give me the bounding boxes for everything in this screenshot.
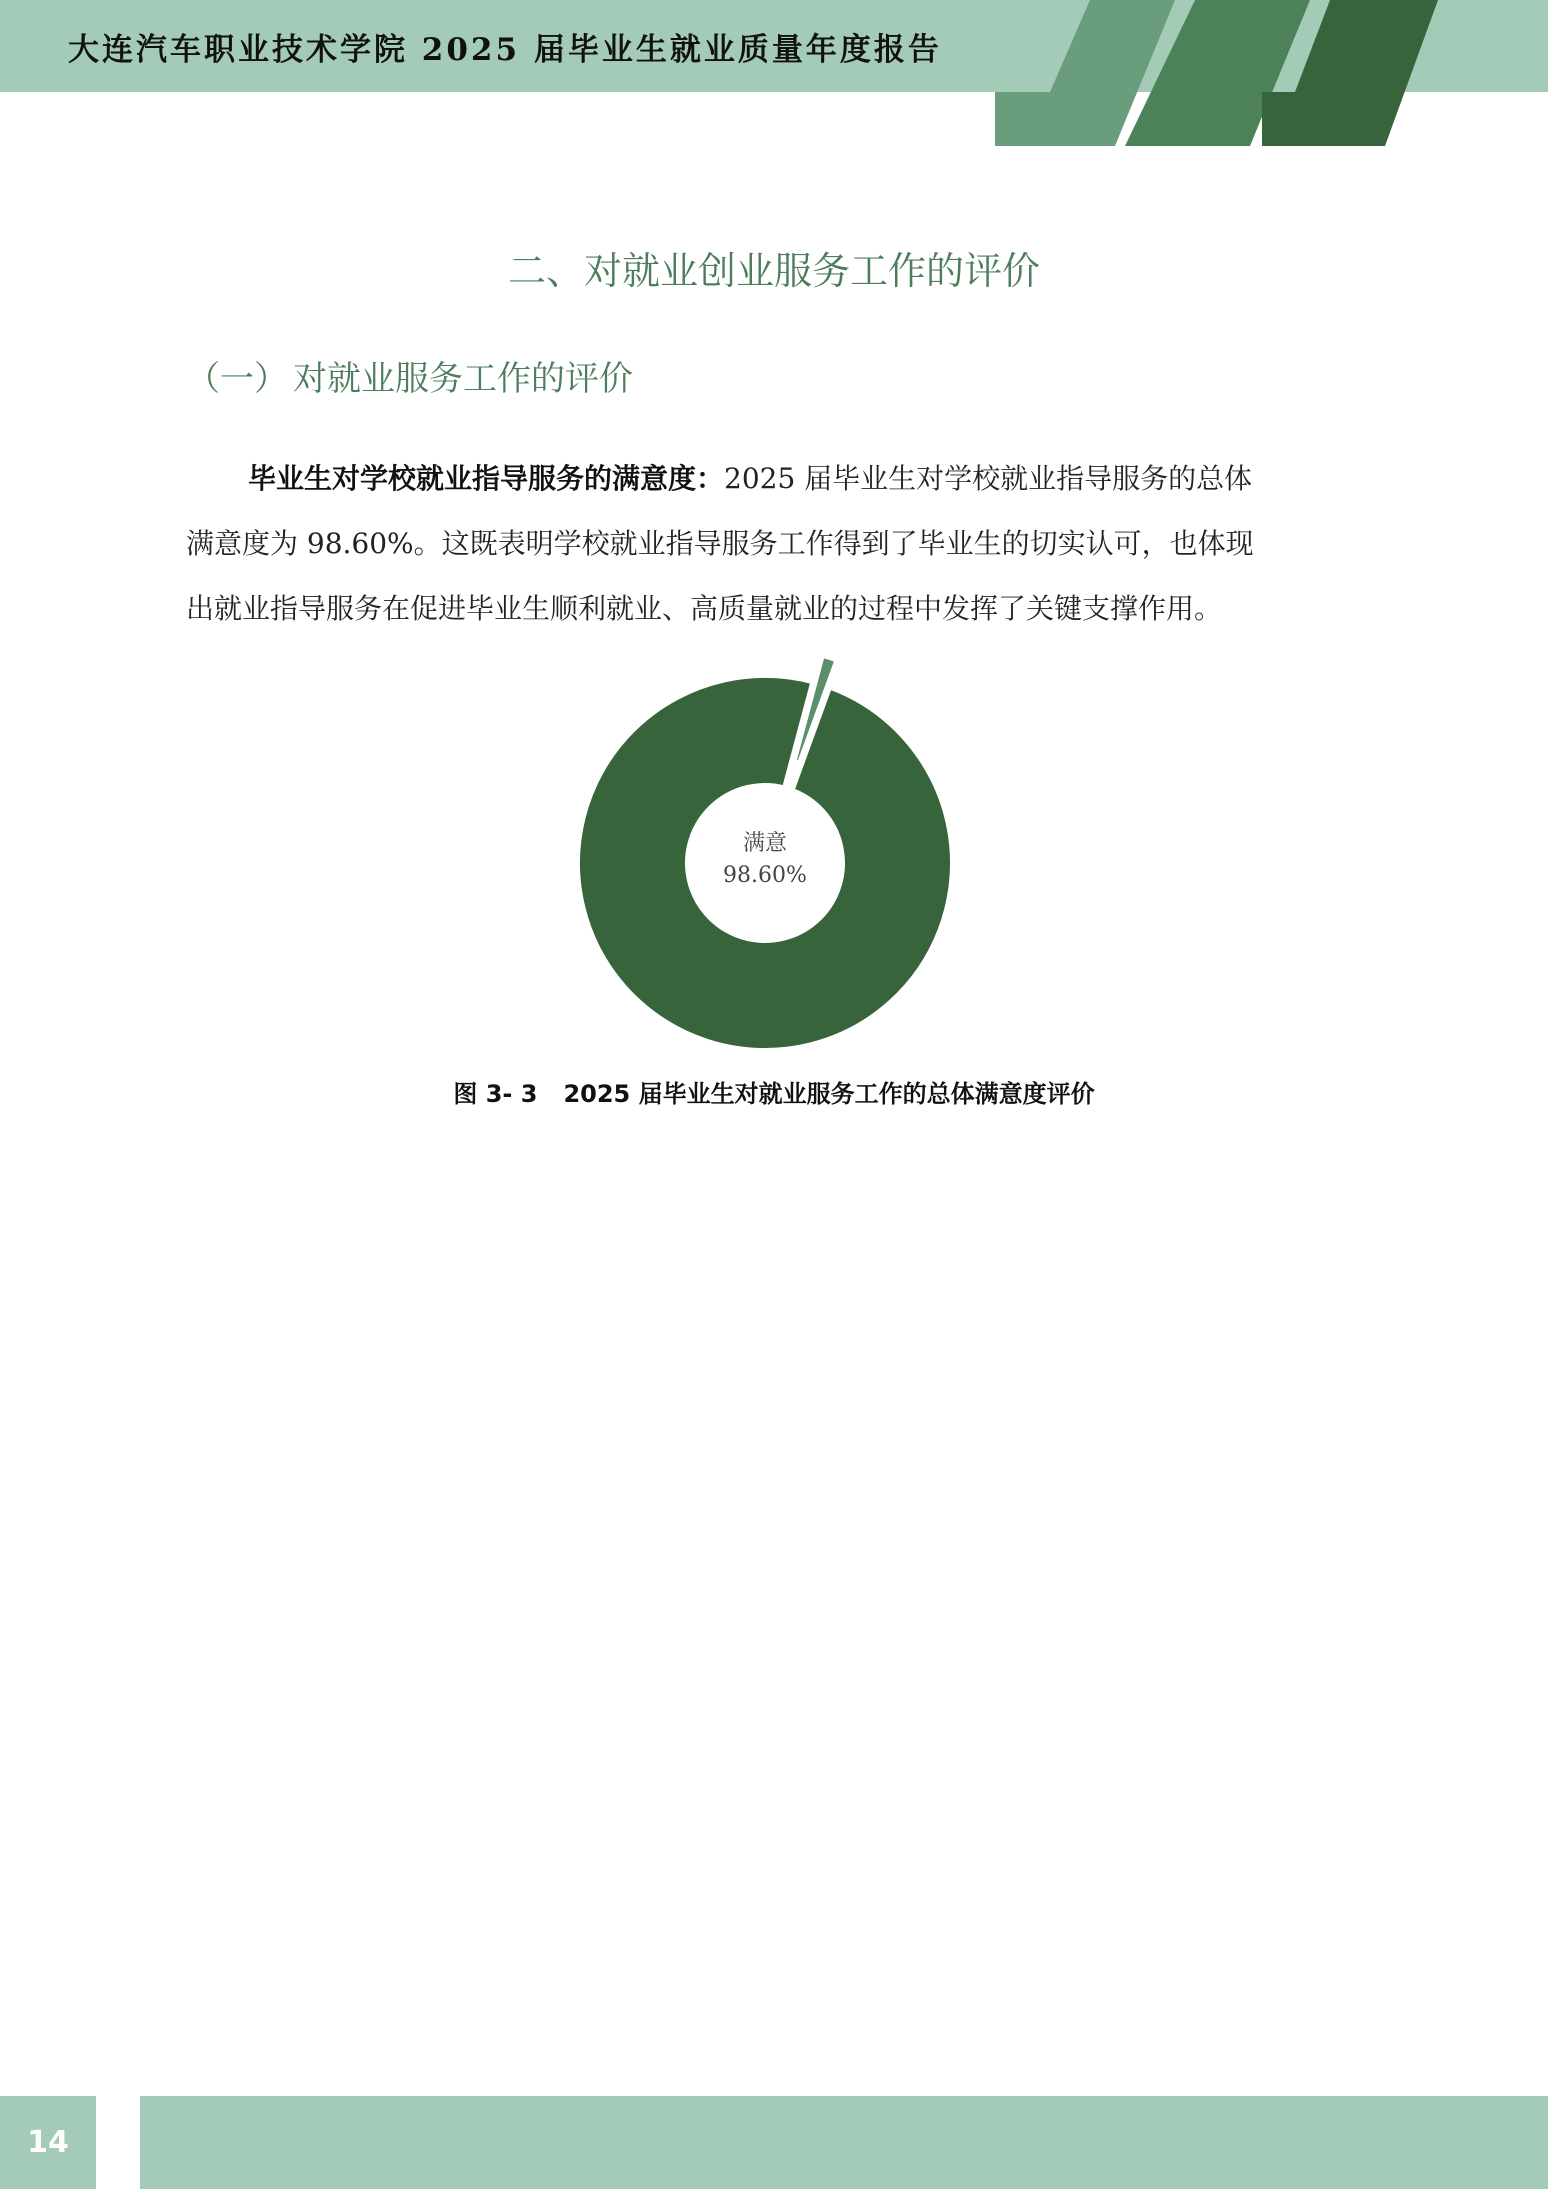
page-number: 14 — [27, 2125, 69, 2160]
footer-bar — [140, 2096, 1548, 2189]
subsection-number: （一） — [186, 359, 288, 399]
header-decoration — [990, 0, 1450, 146]
paragraph-lead: 毕业生对学校就业指导服务的满意度： — [248, 462, 725, 495]
donut-center-value: 98.60% — [723, 863, 807, 888]
report-title: 大连汽车职业技术学院 2025 届毕业生就业质量年度报告 — [68, 32, 942, 68]
paragraph-line-1 — [186, 446, 1344, 511]
figure-caption-text: 2025 届毕业生对就业服务工作的总体满意度评价 — [563, 1080, 1095, 1108]
donut-center-label: 满意 — [742, 831, 788, 856]
paragraph-line-1-text: 2025 届毕业生对学校就业指导服务的总体 — [724, 462, 1253, 495]
section-title: 二、对就业创业服务工作的评价 — [507, 249, 1040, 293]
paragraph-line-3: 出就业指导服务在促进毕业生顺利就业、高质量就业的过程中发挥了关键支撑作用。 — [186, 592, 1223, 625]
paragraph-line-2: 满意度为 98.60%。这既表明学校就业指导服务工作得到了毕业生的切实认可，也体现 — [186, 527, 1254, 560]
figure-number: 图 3- 3 — [453, 1080, 538, 1108]
satisfaction-donut-chart — [560, 650, 980, 1060]
subsection-heading — [186, 352, 633, 406]
subsection-title: 对就业服务工作的评价 — [293, 359, 633, 399]
figure-caption — [0, 1076, 1548, 1112]
body-paragraph — [186, 446, 1344, 641]
